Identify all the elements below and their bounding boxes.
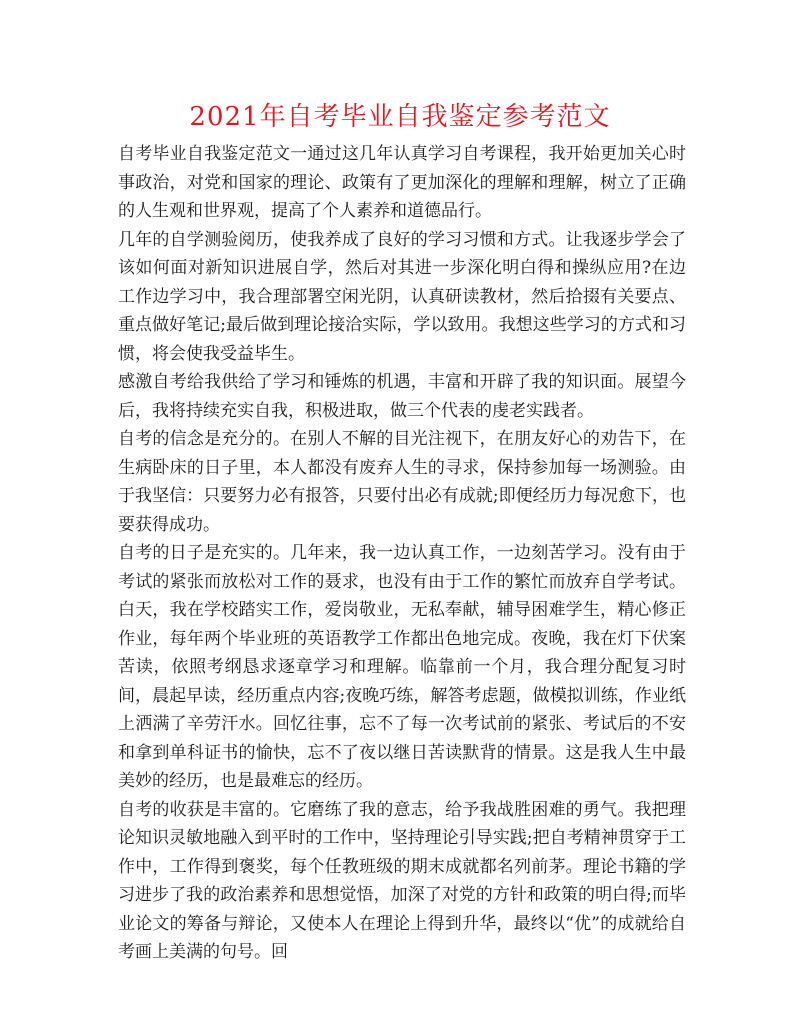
paragraph: 自考的日子是充实的。几年来，我一边认真工作，一边刻苦学习。没有由于考试的紧张而放松对工作的聂求，也没有由于工作的繁忙而放弃自学考试。白天，我在学校踏实工作，爱岗敬业，无私奉献，辅导困难学生，精心修正作业，每年两个毕业班的英语教学工作都出色地完成。夜晚，我在灯下伏案苦读，依照考纲恳求逐章学习和理解。临靠前一个月，我合理分配复习时间，晨起早读，经历重点内容;夜晚巧练，解答考虑题，做模拟训练，作业纸上洒满了辛劳汗水。回忆往事，忘不了每一次考试前的紧张、考试后的不安和拿到单科证书的愉快，忘不了夜以继日苦读默背的情景。这是我人生中最美妙的经历，也是最难忘的经历。 — [118, 543, 686, 791]
paragraph: 自考的收获是丰富的。它磨练了我的意志，给予我战胜困难的勇气。我把理论知识灵敏地融入到平时的工作中，坚持理论引导实践;把自考精神贯穿于工作中，工作得到褒奖，每个任教班级的期末成就都名列前茅。理论书籍的学习进步了我的政治素养和思想觉悟，加深了对党的方针和政策的明白得;而毕业论文的筹备与辩论，又使本人在理论上得到升华，最终以“优”的成就给自考画上美满的句号。回 — [118, 799, 686, 962]
paragraph: 感激自考给我供给了学习和锤炼的机遇，丰富和开辟了我的知识面。展望今后，我将持续充实自我，积极进取，做三个代表的虔老实践者。 — [118, 372, 686, 421]
paragraph: 几年的自学测验阅历，使我养成了良好的学习习惯和方式。让我逐步学会了该如何面对新知识进展自学，然后对其进一步深化明白得和操纵应用?在边工作边学习中，我合理部署空闲光阴，认真研读教材，然后拾掇有关要点、重点做好笔记;最后做到理论接洽实际，学以致用。我想这些学习的方式和习惯，将会使我受益毕生。 — [118, 229, 686, 364]
paragraph: 自考的信念是充分的。在别人不解的目光注视下，在朋友好心的劝告下，在生病卧床的日子里，本人都没有废弃人生的寻求，保持参加每一场测验。由于我坚信：只要努力必有报答，只要付出必有成就;即便经历力每况愈下，也要获得成功。 — [118, 429, 686, 535]
paragraph: 自考毕业自我鉴定范文一通过这几年认真学习自考课程，我开始更加关心时事政治，对党和国家的理论、政策有了更加深化的理解和理解，树立了正确的人生观和世界观，提高了个人素养和道德品行。 — [118, 144, 686, 221]
document-body — [118, 140, 686, 967]
document-title: 2021年自考毕业自我鉴定参考范文 — [189, 102, 611, 132]
